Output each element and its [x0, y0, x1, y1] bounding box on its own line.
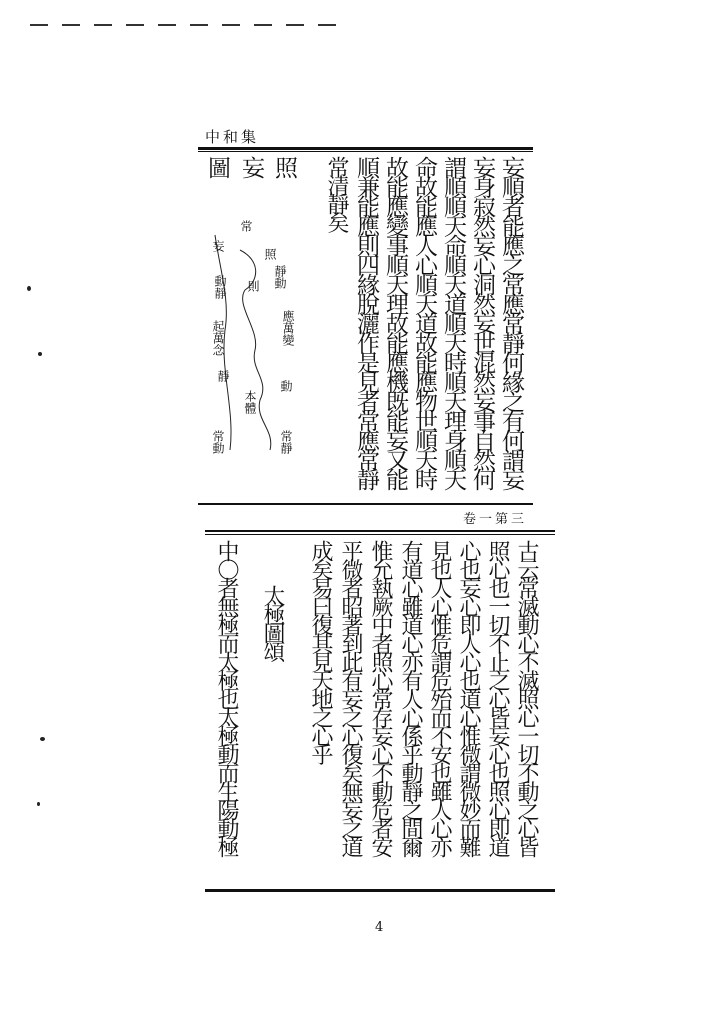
diagram-label: 妄	[211, 240, 225, 252]
upper-text-column: 命故能應人心順天道故能應物世順天時	[411, 156, 437, 488]
volume-label: 卷一第三	[463, 512, 528, 527]
zhao-wang-diagram	[200, 180, 305, 500]
upper-text-column: 妄身寂然妄心洞然妄世混然妄事自然何	[469, 156, 495, 488]
scan-speck	[27, 286, 31, 291]
diagram-label: 應萬變	[281, 310, 295, 346]
diagram-label: 動靜	[213, 275, 227, 299]
upper-top-rule	[198, 147, 533, 150]
upper-bottom-rule	[198, 503, 533, 505]
scan-artifact-dashes	[30, 24, 350, 26]
lower-text-column: 中〇者無極而太極也太極動而生陽動極	[214, 540, 239, 855]
diagram-label: 本體	[243, 390, 257, 414]
diagram-label: 常	[239, 220, 253, 232]
lower-text-column: 有道心雖道心亦有人心係乎動靜之間爾	[398, 540, 423, 855]
diagram-label: 照	[263, 248, 277, 260]
upper-text-column: 順兼能應則四緣脫灑作是見者常應常靜	[353, 156, 379, 488]
scan-speck	[38, 352, 42, 356]
lower-text-column: 心也妄心即人心也道心惟微謂微妙而難	[456, 540, 481, 855]
diagram-label: 常靜	[279, 430, 293, 454]
upper-top-rule-thin	[198, 151, 533, 152]
lower-text-column: 古云常滅動心不滅照心一切不動之心皆	[514, 540, 539, 855]
lower-text-column: 見也人心惟危謂危殆而不安也雖人心亦	[427, 540, 452, 855]
scan-speck	[37, 802, 40, 806]
lower-text-column: 惟允執厥中者照心常存妄心不動危者安	[368, 540, 393, 855]
upper-text-column: 謂順順天命順天道順天時順天理身順天	[440, 156, 466, 488]
lower-text-column: 成矣易曰復其見天地之心乎	[308, 540, 333, 762]
lower-text-column: 照心也一切不止之心皆妄心也照心即道	[485, 540, 510, 855]
diagram-label: 常動	[211, 430, 225, 454]
diagram-label: 靜動	[273, 265, 287, 289]
diagram-label: 靜	[216, 370, 230, 382]
upper-text-column: 妄順者能應之常應常靜何緣之有何謂妄	[498, 156, 524, 488]
upper-text-column: 照	[271, 156, 297, 176]
lower-top-rule	[205, 530, 555, 532]
lower-bottom-rule	[205, 889, 555, 892]
upper-text-column: 常清靜矣	[324, 156, 349, 230]
diagram-label: 起萬念	[211, 320, 225, 356]
diagram-label: 則	[246, 280, 260, 292]
upper-text-column: 故能應變事順天理故能應機既能妄又能	[382, 156, 408, 488]
book-title: 中和集	[205, 128, 260, 146]
page-number: 4	[375, 920, 384, 935]
scan-speck	[40, 737, 45, 741]
upper-text-column: 妄	[238, 156, 264, 176]
upper-text-column: 圖	[204, 156, 230, 176]
lower-text-column: 太極圖頌	[260, 585, 285, 659]
diagram-label: 動	[279, 380, 293, 392]
lower-text-column: 平微者昭著到此有妄之心復矣無妄之道	[338, 540, 363, 855]
lower-top-rule-thin	[205, 534, 555, 535]
